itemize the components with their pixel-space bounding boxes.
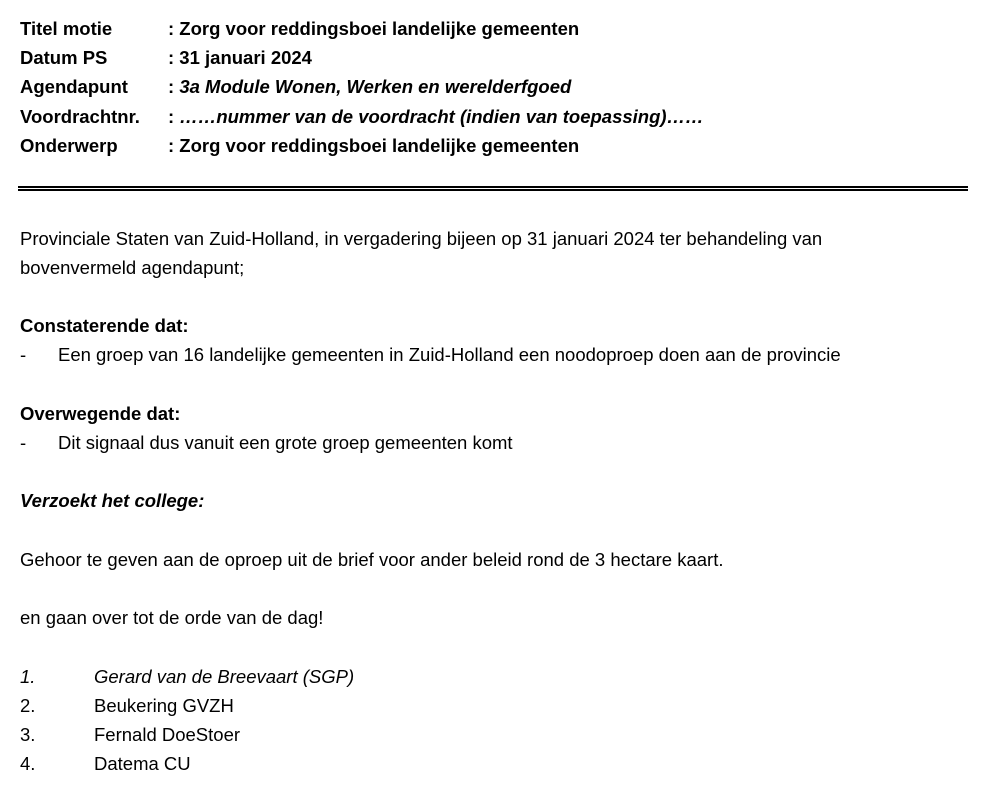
header-label: Datum PS — [20, 47, 108, 69]
verzoek-text: Gehoor te geven aan de oproep uit de brief voor ander beleid rond de 3 hectare kaart. — [20, 549, 724, 570]
header-label: Titel motie — [20, 18, 113, 39]
motion-header — [20, 14, 704, 160]
bullet-dash: - — [20, 344, 27, 365]
signer-1 — [20, 662, 354, 691]
signer-name: Datema CU — [94, 753, 191, 774]
overwegend-text: Dit signaal dus vanuit een grote groep gemeenten komt — [58, 432, 513, 453]
constaterend-heading: Constaterende dat: — [20, 315, 189, 336]
constaterend-item — [20, 340, 841, 369]
double-rule-divider — [18, 186, 968, 191]
signer-2 — [20, 691, 234, 720]
signer-number: 4. — [20, 753, 36, 774]
header-value: 3a Module Wonen, Werken en werelderfgoed — [179, 76, 572, 98]
header-row-agendapunt — [20, 72, 704, 101]
intro-line-1: Provinciale Staten van Zuid-Holland, in vergadering bijeen op 31 januari 2024 ter behandeling van — [20, 228, 823, 249]
constaterend-text: Een groep van 16 landelijke gemeenten in Zuid-Holland een noodoproep doen aan de provincie — [58, 344, 841, 365]
signer-name: Beukering GVZH — [94, 695, 234, 716]
signer-number: 1. — [20, 666, 36, 687]
header-label: Voordrachtnr. — [20, 105, 140, 127]
signer-number: 2. — [20, 695, 36, 716]
header-row-voordrachtnr — [20, 102, 704, 131]
signer-3 — [20, 720, 240, 749]
header-label: Onderwerp — [20, 134, 118, 156]
signer-name: Fernald DoeStoer — [94, 724, 241, 745]
closing-text: en gaan over tot de orde van de dag! — [20, 607, 324, 628]
intro-line-2: bovenvermeld agendapunt; — [20, 257, 245, 278]
header-value: : 31 januari 2024 — [168, 47, 312, 69]
header-row-titel — [20, 14, 704, 43]
header-separator: : — [168, 105, 180, 127]
header-label: Agendapunt — [20, 76, 128, 98]
header-value: : Zorg voor reddingsboei landelijke gemeenten — [168, 134, 580, 156]
overwegend-heading: Overwegende dat: — [20, 403, 181, 424]
header-value: : Zorg voor reddingsboei landelijke gemeenten — [168, 18, 580, 39]
bullet-dash: - — [20, 432, 27, 453]
header-row-datum — [20, 43, 704, 72]
signer-name: Gerard van de Breevaart (SGP) — [94, 666, 355, 687]
header-value: ……nummer van de voordracht (indien van toepassing)…… — [179, 105, 704, 127]
header-separator: : — [168, 76, 180, 98]
signer-number: 3. — [20, 724, 36, 745]
verzoekt-heading: Verzoekt het college: — [20, 490, 205, 511]
overwegend-item — [20, 428, 513, 457]
header-row-onderwerp — [20, 131, 704, 160]
signer-4 — [20, 749, 191, 778]
